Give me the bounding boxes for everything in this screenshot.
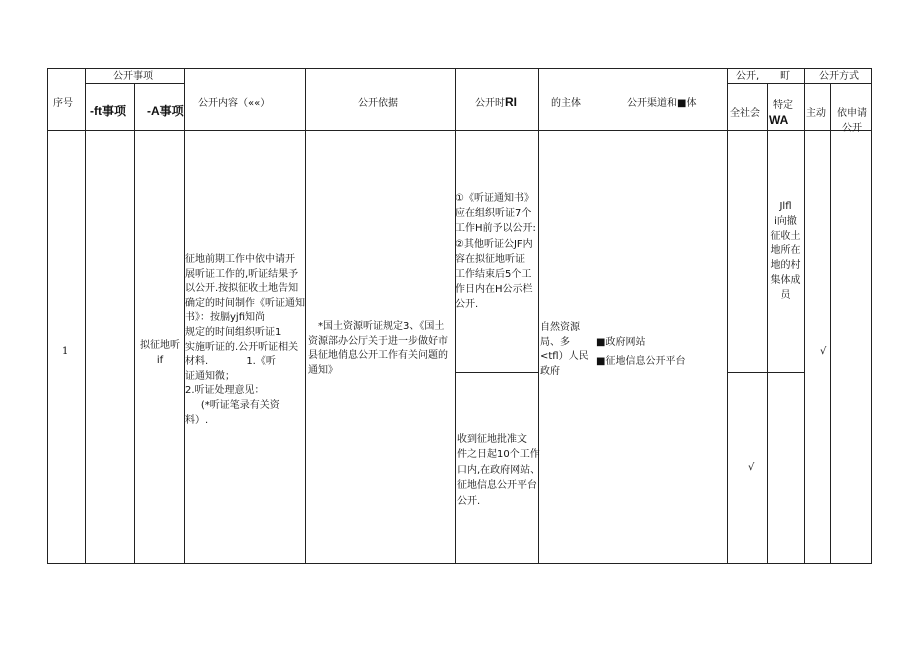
specific-line: 地所在: [770, 245, 801, 257]
header-item-level2: -A事项: [147, 104, 184, 118]
specific-line: 征收土: [770, 230, 801, 242]
header-public-item: 公开事项: [113, 71, 153, 82]
specific-line: i向撤: [774, 215, 797, 227]
time-line: 征地信息公开平台: [457, 480, 537, 492]
specific-line: 员: [780, 289, 791, 301]
col-line-5: [455, 68, 456, 564]
time-line: 容在拟征地听证: [455, 253, 525, 265]
specific-line: 集体成: [770, 274, 801, 286]
content-line: (*听证笔录有关资: [185, 399, 280, 411]
subject-line: 自然资源: [540, 322, 580, 333]
row-channel: [596, 333, 726, 371]
content-line: 实施听证的.公开听证相关: [185, 341, 299, 353]
row-specific-group: [767, 200, 804, 304]
header-item-level1: -ft事项: [90, 104, 126, 118]
header-channel: 公开渠道和■体: [627, 98, 697, 109]
row-content: [185, 253, 305, 428]
basis-line: *国土资源听证规定3、《国土: [318, 321, 445, 332]
content-line: 以公开.按拟征收土地告知: [185, 283, 299, 295]
header-method: 公开方式: [819, 71, 859, 82]
header-subject: 的主体: [551, 98, 581, 109]
col-line-10: [830, 83, 831, 564]
content-line: 书》：按膈yjfi知尚: [185, 312, 265, 324]
time-line: 件之日起10个工作: [457, 449, 540, 461]
subject-line: <tfl）人民: [540, 351, 589, 363]
header-content: 公开内容（««）: [198, 98, 271, 109]
row-seq: 1: [62, 346, 69, 357]
content-line: 2.听证处理意见：: [185, 385, 265, 397]
basis-line: 资源部办公厅关于进一步做好市: [308, 335, 448, 347]
check-active: √: [820, 346, 827, 357]
header-specific-suffix: WA: [769, 113, 789, 127]
row-time-bottom: [457, 432, 539, 509]
col-line-2: [134, 83, 135, 564]
content-line: 料）.: [185, 414, 209, 426]
header-by-request: 依申请公开: [837, 108, 867, 134]
subject-line: 局、多: [540, 336, 570, 348]
header-time-text: 公开时: [475, 98, 505, 109]
header-all-society: 全社会: [730, 108, 760, 119]
header-time: [475, 96, 517, 110]
col-line-left: [47, 68, 48, 564]
content-line: 材料. 1.《听: [185, 356, 276, 368]
subject-line: 政府: [540, 365, 560, 377]
item-line: if: [156, 355, 164, 366]
header-active: 主动: [806, 108, 826, 119]
table-bottom-border: [47, 563, 872, 564]
scope-cell-divider: [727, 372, 804, 373]
time-cell-divider: [455, 372, 538, 373]
subheader-rule-scope: [727, 83, 872, 84]
time-line: 应在组织听证7个: [455, 208, 532, 220]
col-line-9: [804, 68, 805, 564]
basis-line: 县征地俏息公开工作有关问题的: [308, 350, 448, 362]
item-line: 拟征地听: [140, 340, 180, 351]
content-line: 证通知微；: [185, 370, 235, 382]
col-line-1: [85, 68, 86, 564]
header-basis: 公开依据: [358, 98, 398, 109]
content-line: 展听证工作的,听证结果予: [185, 268, 299, 280]
channel-line: ■政府网站: [596, 337, 646, 348]
table-top-border: [47, 68, 872, 69]
row-time-top: [455, 191, 539, 313]
header-bottom-rule: [47, 130, 872, 131]
time-line: 作日内在H公示栏: [455, 284, 533, 296]
header-scope-mid: 町: [780, 71, 790, 82]
content-line: 征地前期工作中依中请开: [185, 254, 295, 265]
time-line: 口内,在政府网站、: [457, 464, 541, 476]
header-time-suffix: RI: [505, 95, 517, 109]
header-seq: 序号: [53, 98, 73, 109]
check-all-society: √: [748, 462, 755, 473]
time-line: 收到征地批准文: [457, 434, 527, 445]
row-item-name: [137, 338, 183, 368]
time-line: 工作H前予以公开:: [455, 223, 536, 235]
time-line: ①《听证通知书》: [455, 193, 534, 204]
row-subject: [540, 321, 596, 379]
header-scope-prefix: 公开,: [736, 71, 760, 82]
time-line: ②其他听证公JF内: [455, 238, 533, 250]
time-line: 工作结束后5个工: [455, 269, 532, 281]
col-line-7: [727, 68, 728, 564]
basis-line: 通知》: [308, 364, 338, 376]
col-line-4: [305, 68, 306, 564]
time-line: 公开.: [455, 299, 479, 311]
specific-line: 地的村: [770, 260, 801, 272]
content-line: 规定的时间组织听证1: [185, 326, 282, 338]
col-line-8: [767, 83, 768, 564]
content-line: 确定的时间制作《听证通知: [185, 297, 305, 309]
time-line: 公开.: [457, 495, 481, 507]
specific-line: Jlfl: [779, 201, 792, 212]
col-line-right: [871, 68, 872, 564]
header-specific: 特定: [773, 100, 793, 111]
channel-line: ■征地信息公开平台: [596, 356, 686, 367]
row-basis: [308, 320, 456, 378]
